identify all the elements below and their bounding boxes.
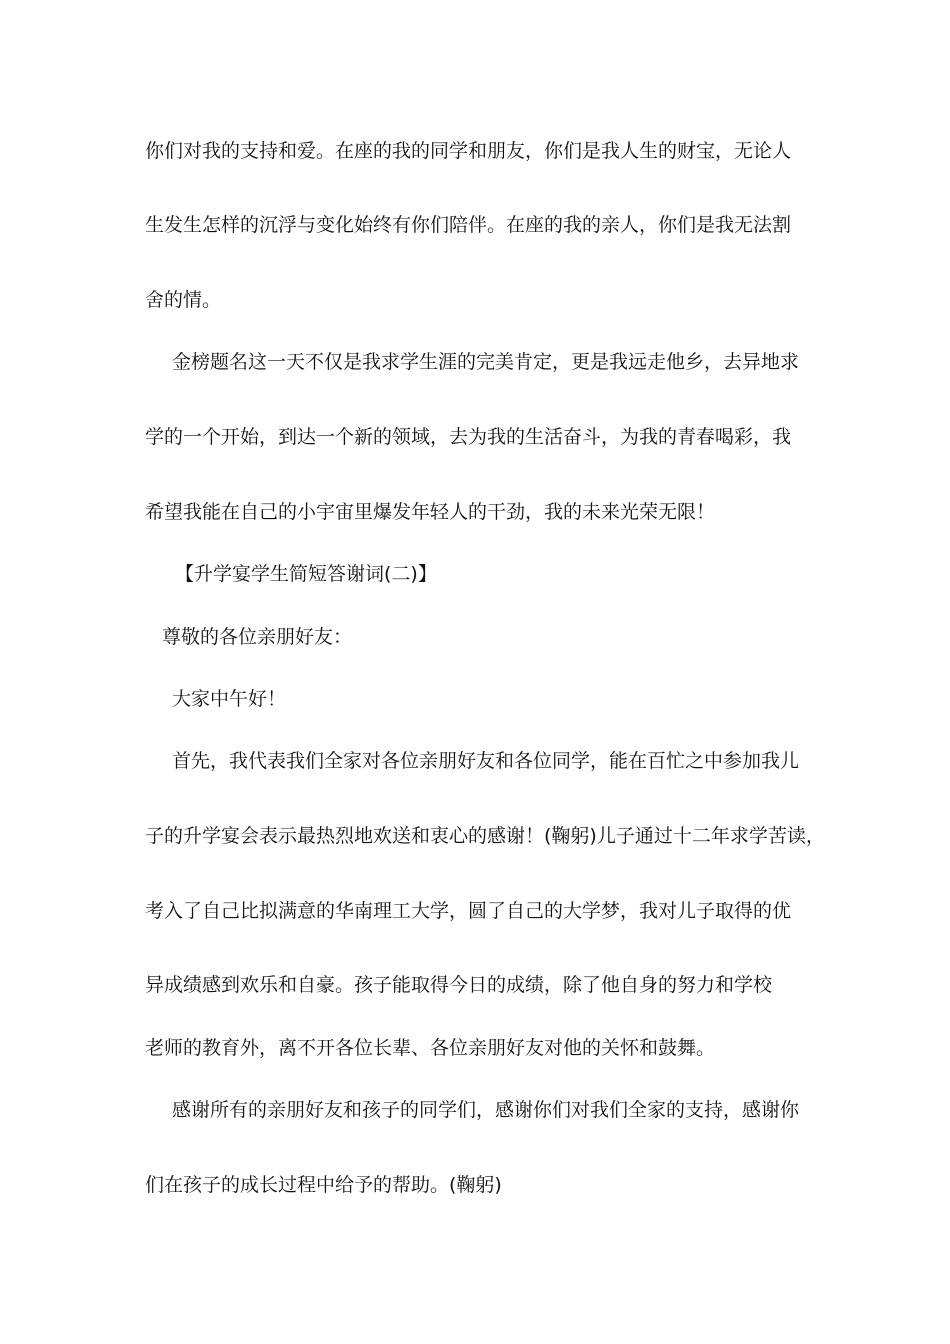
text-line-1: 你们对我的支持和爱。在座的我的同学和朋友，你们是我人生的财宝，无论人 [145, 140, 792, 162]
text-line-14: 老师的教育外，离不开各位长辈、各位亲朋好友对他的关怀和鼓舞。 [145, 1037, 716, 1059]
text-line-3: 舍的情。 [145, 289, 222, 311]
text-line-15: 感谢所有的亲朋好友和孩子的同学们，感谢你们对我们全家的支持，感谢你 [172, 1099, 800, 1121]
greeting-line: 大家中午好！ [172, 688, 287, 710]
text-line-12: 考入了自己比拟满意的华南理工大学，圆了自己的大学梦，我对儿子取得的优 [145, 900, 792, 922]
text-line-13: 异成绩感到欢乐和自豪。孩子能取得今日的成绩，除了他自身的努力和学校 [145, 974, 773, 996]
section-heading: 【升学宴学生简短答谢词(二)】 [175, 563, 437, 585]
text-line-6: 希望我能在自己的小宇宙里爆发年轻人的干劲，我的未来光荣无限！ [145, 501, 716, 523]
salutation-line: 尊敬的各位亲朋好友： [162, 626, 353, 648]
text-line-11: 子的升学宴会表示最热烈地欢送和衷心的感谢！(鞠躬)儿子通过十二年求学苦读， [145, 825, 825, 847]
text-line-5: 学的一个开始，到达一个新的领域，去为我的生活奋斗，为我的青春喝彩，我 [145, 426, 792, 448]
text-line-10: 首先，我代表我们全家对各位亲朋好友和各位同学，能在百忙之中参加我儿 [172, 750, 800, 772]
text-line-16: 们在孩子的成长过程中给予的帮助。(鞠躬) [145, 1174, 502, 1196]
text-line-4: 金榜题名这一天不仅是我求学生涯的完美肯定，更是我远走他乡，去异地求 [172, 351, 800, 373]
text-line-2: 生发生怎样的沉浮与变化始终有你们陪伴。在座的我的亲人，你们是我无法割 [145, 214, 792, 236]
